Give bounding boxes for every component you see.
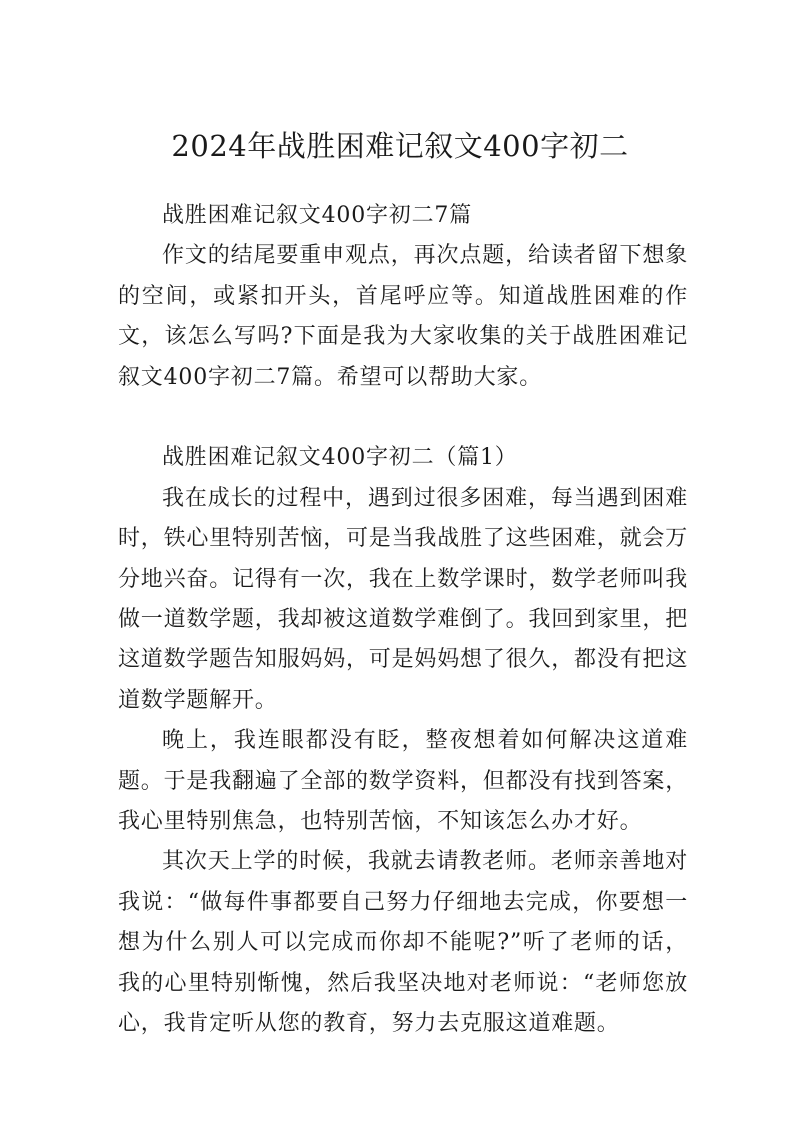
article-subtitle: 战胜困难记叙文400字初二7篇 [162, 203, 472, 228]
document-title: 2024年战胜困难记叙文400字初二 [171, 129, 629, 163]
body-paragraph-1: 我在成长的过程中，遇到过很多困难，每当遇到困难时，铁心里特别苦恼，可是当我战胜了这些困难，就会万分地兴奋。记得有一次，我在上数学课时，数学老师叫我做一道数学题，我却被这道数学难倒了。我回到家里，把这道数学题告知服妈妈，可是妈妈想了很久，都没有把这道数学题解开。 [118, 485, 689, 713]
body-paragraph-3: 其次天上学的时候，我就去请教老师。老师亲善地对我说：“做每件事都要自己努力仔细地去完成，你要想一想为什么别人可以完成而你却不能呢?”听了老师的话，我的心里特别惭愧，然后我坚决地对老师说：“老师您放心，我肯定听从您的教育，努力去克服这道难题。 [118, 849, 688, 1037]
section-heading: 战胜困难记叙文400字初二（篇1） [162, 445, 518, 471]
document-body [118, 196, 688, 1045]
body-paragraph-2: 晚上，我连眼都没有眨，整夜想着如何解决这道难题。于是我翻遍了全部的数学资料，但都没有找到答案，我心里特别焦急，也特别苦恼，不知该怎么办才好。 [118, 728, 689, 835]
paragraph-spacer [118, 398, 688, 438]
intro-paragraph: 作文的结尾要重申观点，再次点题，给读者留下想象的空间，或紧扣开头，首尾呼应等。知道战胜困难的作文，该怎么写吗?下面是我为大家收集的关于战胜困难记叙文400字初二7篇。希望可以帮助大家。 [118, 243, 688, 390]
